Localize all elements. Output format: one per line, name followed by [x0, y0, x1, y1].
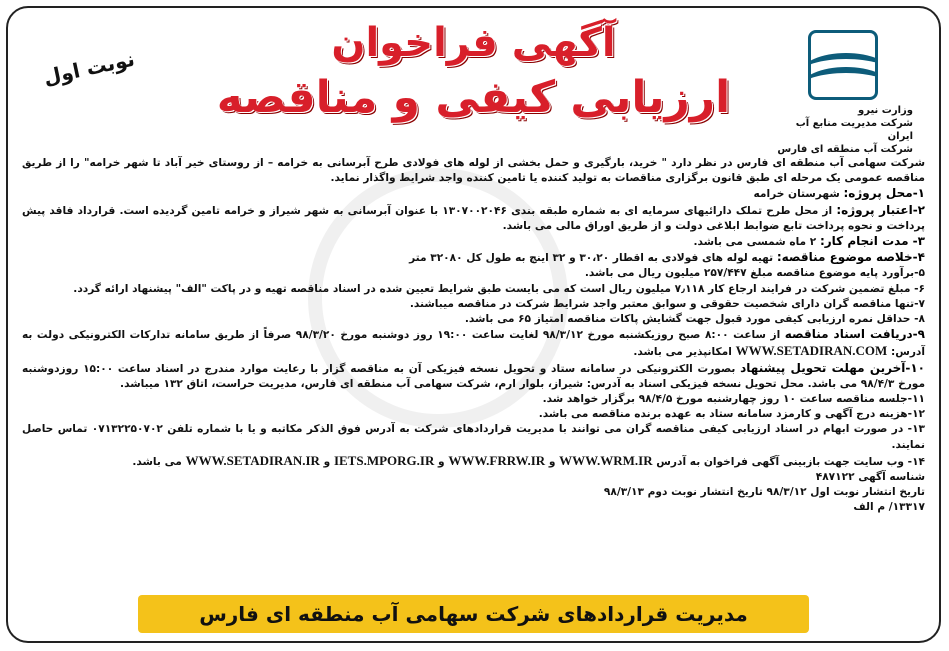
- item-13: ۱۳- در صورت ابهام در اسناد ارزیابی کیفی مناقصه گران می توانند با مدیریت قراردادهای شرکت به آدرس فوق الذکر مکاتبه و یا با شماره تلفن ۰۷۱۳۲۲۵۰۷۰۲ تماس حاصل نمایند.: [22, 423, 925, 451]
- org-line1: وزارت نیرو: [858, 105, 913, 116]
- notice-frame: [6, 6, 941, 643]
- org-logo-block: [773, 30, 913, 156]
- item-5: ۵-برآورد پایه موضوع مناقصه مبلغ ۲۵۷/۴۴۷ میلیون ریال می باشد.: [584, 267, 925, 280]
- item-8: ۸- حداقل نمره ارزیابی کیفی مورد قبول جهت گشایش پاکات مناقصه امتیاز ۶۵ می باشد.: [464, 313, 925, 326]
- item-12: ۱۲-هزینه درج آگهی و کارمزد سامانه ستاد به عهده برنده مناقصه می باشد.: [538, 408, 925, 421]
- org-line3: شرکت آب منطقه ای فارس: [777, 144, 913, 155]
- item-14-tail: می باشد.: [132, 455, 182, 468]
- round-stamp: نوبت اول: [41, 46, 137, 90]
- item-7: ۷-تنها مناقصه گران دارای شخصیت حقوقی و سوابق معتبر واجد شرایط شرکت در مناقصه میباشند.: [409, 297, 925, 310]
- title-line1: آگهی فراخوان: [331, 20, 616, 66]
- notice-body: [22, 156, 925, 516]
- signature-banner: مدیریت قراردادهای شرکت سهامی آب منطقه ای فارس: [138, 595, 809, 633]
- item-4-text: تهیه لوله های فولادی به اقطار ۳۰،۲۰ و ۳۲ اینچ به طول کل ۳۲۰۸۰ متر: [409, 252, 774, 265]
- org-lines: [773, 104, 913, 156]
- item-11: ۱۱-جلسه مناقصه ساعت ۱۰ روز چهارشنبه مورخ ۹۸/۴/۵ برگزار خواهد شد.: [542, 393, 925, 406]
- item-9-text: از ساعت ۸:۰۰ صبح روزیکشنبه مورخ ۹۸/۳/۱۲ لغایت ساعت ۱۹:۰۰ روز دوشنبه مورخ ۹۸/۳/۲۰ صرفاً از طریق سامانه تدارکات الکترونیکی دولت به آدرس:: [22, 329, 925, 359]
- item-1-text: شهرستان خرامه: [753, 188, 840, 201]
- setadiran-ir-link[interactable]: WWW.SETADIRAN.IR: [185, 452, 320, 468]
- title-line2: ارزیابی کیفی و مناقصه: [216, 72, 731, 123]
- org-line2: شرکت مدیریت منابع آب ایران: [795, 118, 913, 142]
- item-3-text: ۲ ماه شمسی می باشد.: [693, 236, 817, 249]
- item-6: ۶- مبلغ تضمین شرکت در فرایند ارجاع کار ۷٫۱۱۸ میلیون ریال است که می بایست طبق شرایط تعیین شده در اسناد مناقصه تهیه و در پاکت "الف" پیشنهاد ارائه گردد.: [73, 282, 925, 295]
- item-9-label: ۹-دریافت اسناد مناقصه: [784, 327, 925, 342]
- setadiran-com-link[interactable]: WWW.SETADIRAN.COM: [735, 343, 888, 359]
- intro-paragraph: شرکت سهامی آب منطقه ای فارس در نظر دارد " خرید، بارگیری و حمل بخشی از لوله های فولادی طرح آبرسانی به خرامه – از روستای خیر آباد تا شهر خرامه" را از طریق مناقصه عمومی یک مرحله ای طبق قانون برگزاری مناقصات به تولید کننده یا تامین کننده واجد شرایط واگذار نماید.: [22, 157, 925, 185]
- item-3-label: ۳- مدت انجام کار:: [819, 234, 925, 249]
- item-2: [22, 203, 925, 234]
- item-9: [22, 327, 925, 360]
- iets-link[interactable]: IETS.MPORG.IR: [333, 452, 435, 468]
- item-14-text: ۱۴- وب سایت جهت بازبینی آگهی فراخوان به آدرس: [656, 455, 925, 468]
- item-2-label: ۲-اعتبار پروژه:: [836, 202, 925, 217]
- frrw-link[interactable]: WWW.FRRW.IR: [448, 452, 546, 468]
- item-14: ۱۴- وب سایت جهت بازبینی آگهی فراخوان به آدرس WWW.WRM.IR و WWW.FRRW.IR و IETS.MPORG.IR و WWW.SETADIRAN.IR می باشد.: [132, 452, 925, 468]
- ad-id: شناسه آگهی ۴۸۷۱۲۲: [815, 471, 925, 484]
- publish-dates: تاریخ انتشار نوبت اول ۹۸/۳/۱۲ تاریخ انتشار نوبت دوم ۹۸/۳/۱۳: [603, 486, 925, 499]
- item-4-label: ۴-خلاصه موضوع مناقصه:: [776, 250, 925, 265]
- water-logo-icon: [808, 30, 878, 100]
- item-9-tail: امکانپذیر می باشد.: [633, 346, 732, 359]
- reference-number: ۱۳۳۱۷/ م الف: [853, 501, 925, 514]
- item-10-label: ۱۰-آخرین مهلت تحویل پیشنهاد: [740, 360, 925, 375]
- item-1: [22, 186, 925, 202]
- item-10: [22, 361, 925, 392]
- header: [8, 8, 939, 158]
- wrm-link[interactable]: WWW.WRM.IR: [559, 452, 653, 468]
- item-2-text: از محل طرح تملک دارائیهای سرمایه ای به شماره طبقه بندی ۱۳۰۷۰۰۲۰۴۶ با عنوان آبرسانی به شهر شیراز و خرامه تامین گردیده است. قرارداد فاقد پیش پرداخت و نحوه پرداخت تابع ضوابط ابلاغی دولت و از طریق اوراق مالی می باشد.: [22, 204, 925, 232]
- item-3: [22, 234, 925, 250]
- item-4: [22, 250, 925, 266]
- item-10-text: بصورت الکترونیکی در سامانه ستاد و تحویل نسخه فیزیکی آن به مناقصه گزار با رعایت موارد مندرج در اسناد ساعت ۱۵:۰۰ روزدوشنبه مورخ ۹۸/۴/۳ می باشد. محل تحویل نسخه فیزیکی اسناد به آدرس: شیراز، بلوار ارم، شرکت سهامی آب منطقه ای فارس، مدیریت حراست، اتاق ۱۳۲ میباشد.: [22, 362, 925, 390]
- item-1-label: ۱-محل پروژه:: [843, 186, 925, 201]
